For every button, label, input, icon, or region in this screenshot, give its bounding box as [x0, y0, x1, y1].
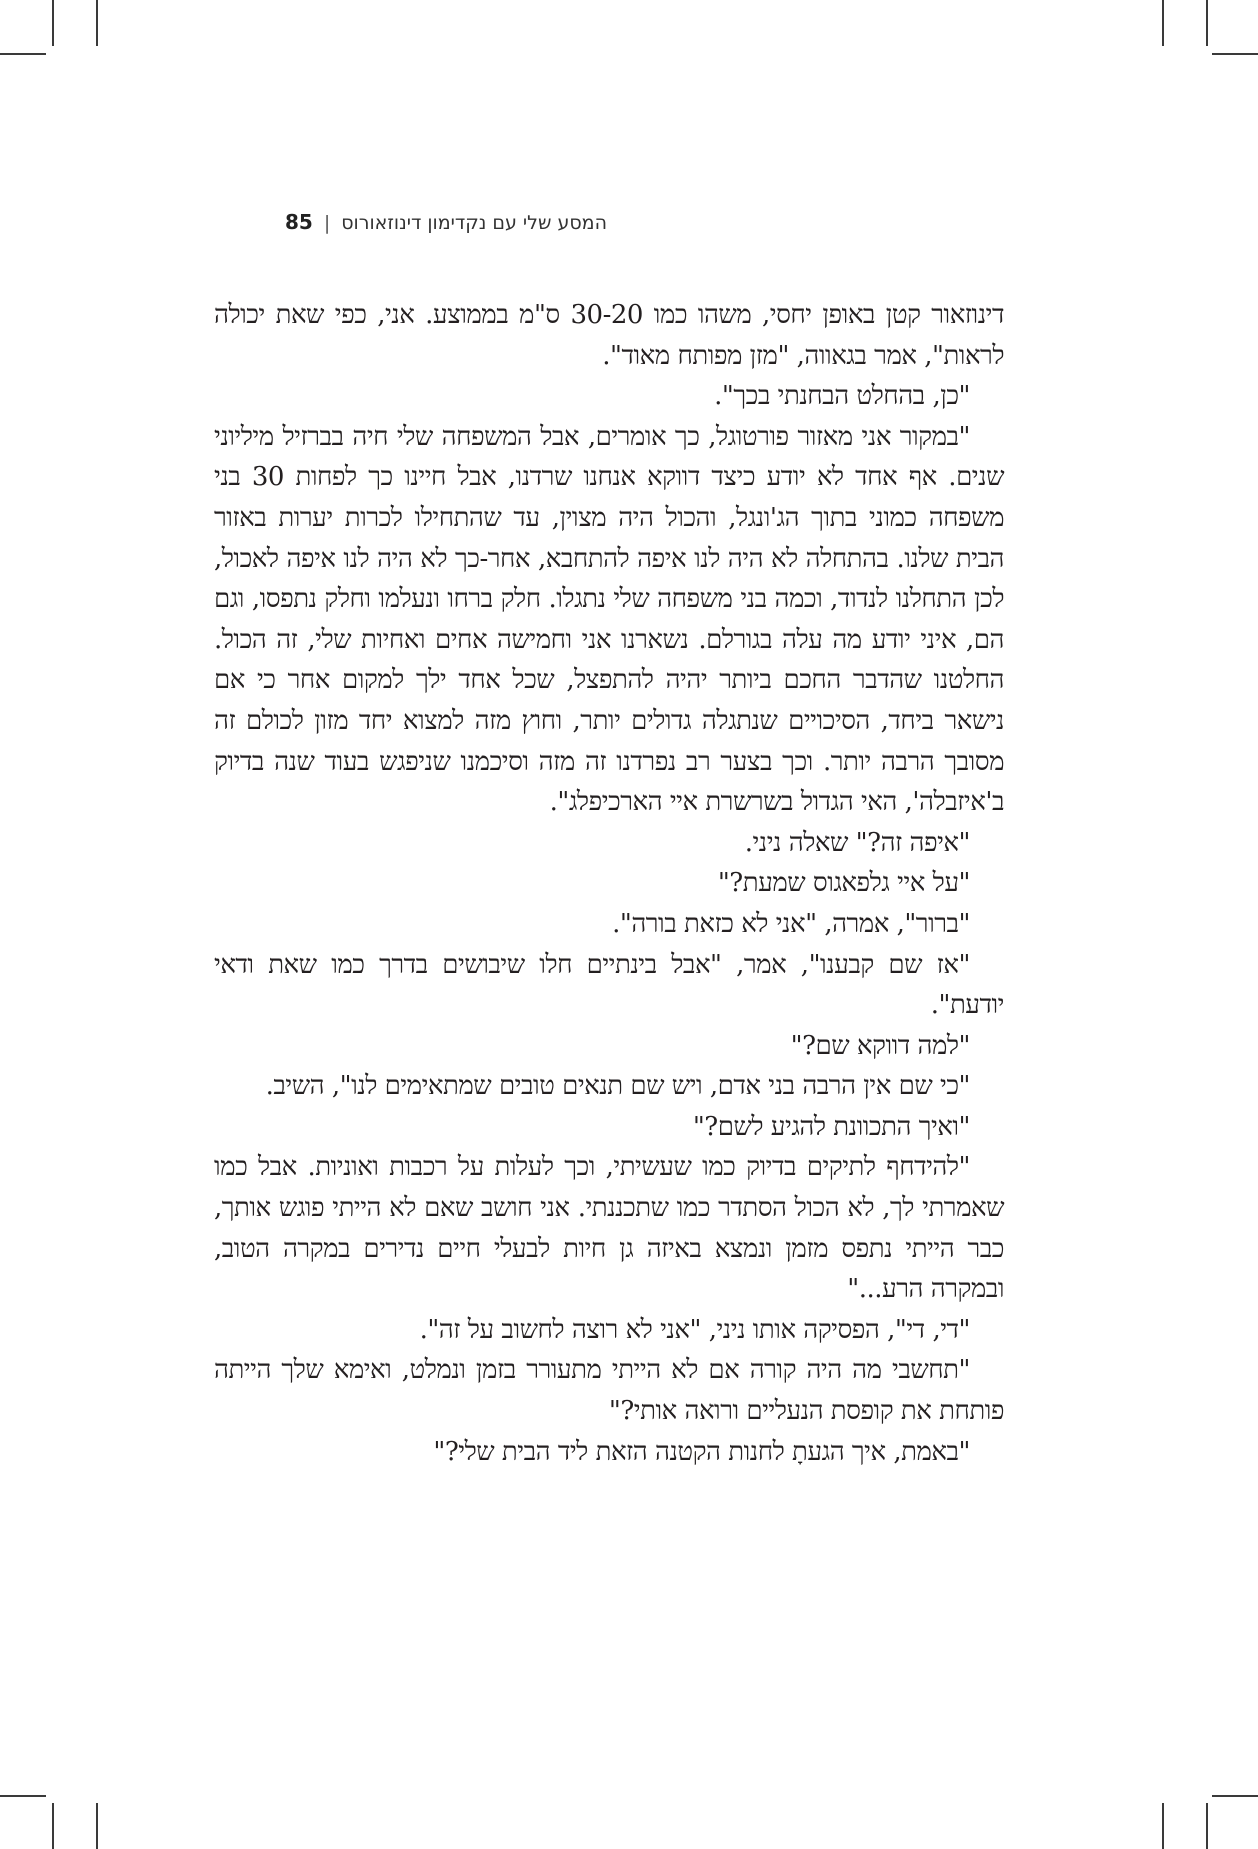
crop-mark-top-right-v	[1162, 0, 1164, 46]
crop-mark-top-left-v2	[52, 0, 54, 46]
crop-mark-bottom-left-v2	[52, 1803, 54, 1849]
crop-mark-bottom-right-v2	[1206, 1803, 1208, 1849]
crop-mark-top-right-v2	[1206, 0, 1208, 46]
crop-mark-bottom-left-h	[0, 1795, 46, 1797]
crop-mark-bottom-right-h	[1212, 1795, 1258, 1797]
paragraph: "תחשבי מה היה קורה אם לא הייתי מתעורר בזמן ונמלט, ואימא שלך הייתה פותחת את קופסת הנעליים ורואה אותי?"	[214, 1355, 1004, 1427]
paragraph: "למה דווקא שם?"	[790, 1030, 970, 1061]
paragraph: "על איי גלפאגוס שמעת?"	[717, 868, 970, 899]
crop-mark-bottom-left-v	[96, 1803, 98, 1849]
crop-mark-top-right-h	[1212, 53, 1258, 55]
crop-mark-top-left-v	[96, 0, 98, 46]
paragraph: "איפה זה?" שאלה ניני.	[744, 827, 970, 858]
paragraph: "במקור אני מאזור פורטוגל, כך אומרים, אבל המשפחה שלי חיה בברזיל מיליוני שנים. אף אחד לא יודע כיצד דווקא אנחנו שרדנו, אבל חיינו כך לפחות 30 בני משפחה כמוני בתוך הג'ונגל, והכול היה מצוין, עד שהתחילו לכרות יערות באזור הבית שלנו. בהתחלה לא היה לנו איפה להתחבא, אחר-כך לא היה לנו איפה לאכול, לכן התחלנו לנדוד, וכמה בני משפחה שלי נתגלו. חלק ברחו ונעלמו וחלק נתפסו, וגם הם, איני יודע מה עלה בגורלם. נשארנו אני וחמישה אחים ואחיות שלי, זה הכול. החלטנו שהדבר החכם ביותר יהיה להתפצל, שכל אחד ילך למקום אחר כי אם נישאר ביחד, הסיכויים שנתגלה גדולים יותר, וחוץ מזה למצוא יחד מזון לכולם זה מסובך הרבה יותר. וכך בצער רב נפרדנו זה מזה וסיכמנו שניפגש בעוד שנה בדיוק ב'איזבלה', האי הגדול בשרשרת איי הארכיפלג".	[214, 421, 1004, 818]
paragraph: דינוזאור קטן באופן יחסי, משהו כמו 30-20 ס"מ בממוצע. אני, כפי שאת יכולה לראות", אמר בגאווה, "מזן מפותח מאוד".	[214, 300, 1004, 371]
paragraph: "ברור", אמרה, "אני לא כזאת בורה".	[612, 908, 970, 939]
crop-mark-top-left-h	[0, 53, 46, 55]
paragraph: "כן, בהחלט הבחנתי בכך".	[714, 381, 970, 412]
paragraph: "אז שם קבענו", אמר, "אבל בינתיים חלו שיבושים בדרך כמו שאת ודאי יודעת".	[214, 949, 1004, 1021]
body-text	[214, 295, 1004, 1472]
crop-mark-bottom-right-v	[1162, 1803, 1164, 1849]
paragraph: "באמת, איך הגעתָ לחנות הקטנה הזאת ליד הבית שלי?"	[433, 1436, 970, 1467]
page-number: 85	[284, 210, 313, 234]
header-separator: |	[323, 212, 331, 234]
paragraph: "כי שם אין הרבה בני אדם, ויש שם תנאים טובים שמתאימים לנו", השיב.	[265, 1071, 970, 1102]
book-title: המסע שלי עם נקדימון דינוזאורוס	[341, 212, 607, 234]
paragraph: "די, די", הפסיקה אותו ניני, "אני לא רוצה לחשוב על זה".	[419, 1314, 970, 1345]
paragraph: "ואיך התכוונת להגיע לשם?"	[692, 1111, 970, 1142]
paragraph: "להידחף לתיקים בדיוק כמו שעשיתי, וכך לעלות על רכבות ואוניות. אבל כמו שאמרתי לך, לא הכול הסתדר כמו שתכננתי. אני חושב שאם לא הייתי פוגש אותך, כבר הייתי נתפס מזמן ונמצא באיזה גן חיות לבעלי חיים נדירים במקרה הטוב, ובמקרה הרע..."	[214, 1152, 1004, 1305]
running-head	[212, 210, 607, 234]
